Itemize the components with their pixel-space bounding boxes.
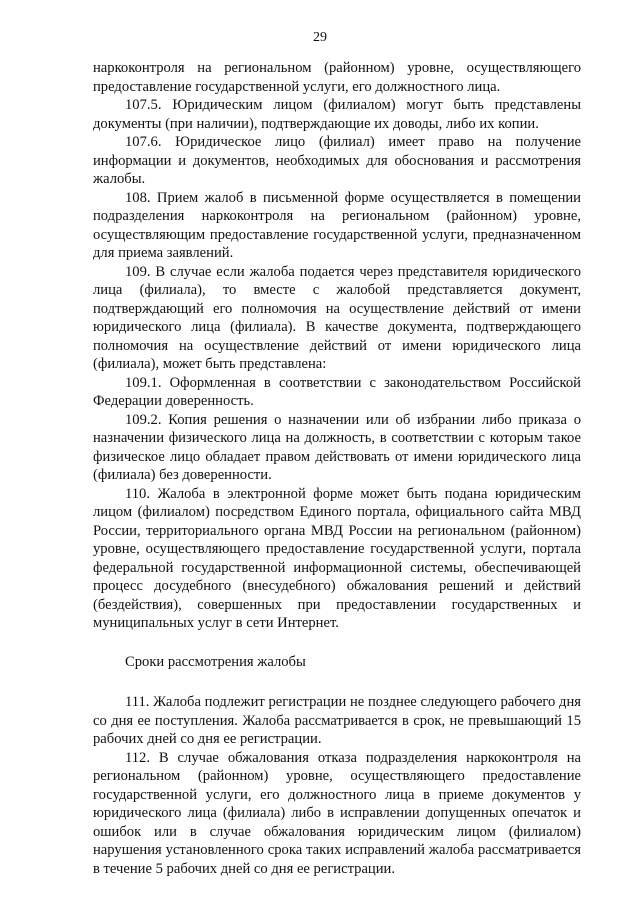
paragraph-109: 109. В случае если жалоба подается через представителя юридического лица (филиала), то вместе с жалобой представляется документ, подтверждающий его полномочия на осуществление действий от имени юридического лица (филиала). В качестве документа, подтверждающего полномочия на осуществление действий от имени юридического лица (филиала), может быть представлена: [93, 263, 581, 372]
paragraph-109-2: 109.2. Копия решения о назначении или об избрании либо приказа о назначении физического лица на должность, в соответствии с которым такое физическое лицо обладает правом действовать от имени юридического лица (филиала) без доверенности. [93, 411, 581, 483]
paragraph-109-1: 109.1. Оформленная в соответствии с законодательством Российской Федерации доверенность. [93, 374, 581, 409]
paragraph-continuation: наркоконтроля на региональном (районном) уровне, осуществляющего предоставление государственной услуги, его должностного лица. [93, 60, 581, 95]
paragraph-107-5: 107.5. Юридическим лицом (филиалом) могут быть представлены документы (при наличии), подтверждающие их доводы, либо их копии. [93, 97, 581, 132]
paragraph-107-6: 107.6. Юридическое лицо (филиал) имеет право на получение информации и документов, необходимых для обоснования и рассмотрения жалобы. [93, 134, 581, 187]
document-body [93, 59, 581, 878]
paragraph-110: 110. Жалоба в электронной форме может быть подана юридическим лицом (филиалом) посредством Единого портала, официального сайта МВД России, территориального органа МВД России на региональном (районном) уровне, осуществляющего предоставление государственной услуги, портала федеральной государственной информационной системы, обеспечивающей процесс досудебного (внесудебного) обжалования решений и действий (бездействия), совершенных при предоставлении государственных и муниципальных услуг в сети Интернет. [93, 485, 581, 631]
page-number: 29 [313, 30, 327, 45]
paragraph-112: 112. В случае обжалования отказа подразделения наркоконтроля на региональном (районном) уровне, осуществляющего предоставление государственной услуги, его должностного лица в приеме документов у юридического лица (филиала) либо в исправлении допущенных опечаток и ошибок или в случае обжалования юридическим лицом (филиалом) нарушения установленного срока таких исправлений жалоба рассматривается в течение 5 рабочих дней со дня ее регистрации. [93, 749, 581, 877]
section-heading: Сроки рассмотрения жалобы [125, 653, 306, 670]
paragraph-108: 108. Прием жалоб в письменной форме осуществляется в помещении подразделения наркоконтроля на региональном (районном) уровне, осуществляющим предоставление государственной услуги, предназначенном для приема заявлений. [93, 189, 581, 261]
paragraph-111: 111. Жалоба подлежит регистрации не позднее следующего рабочего дня со дня ее поступления. Жалоба рассматривается в срок, не превышающий 15 рабочих дней со дня ее регистрации. [93, 694, 581, 747]
